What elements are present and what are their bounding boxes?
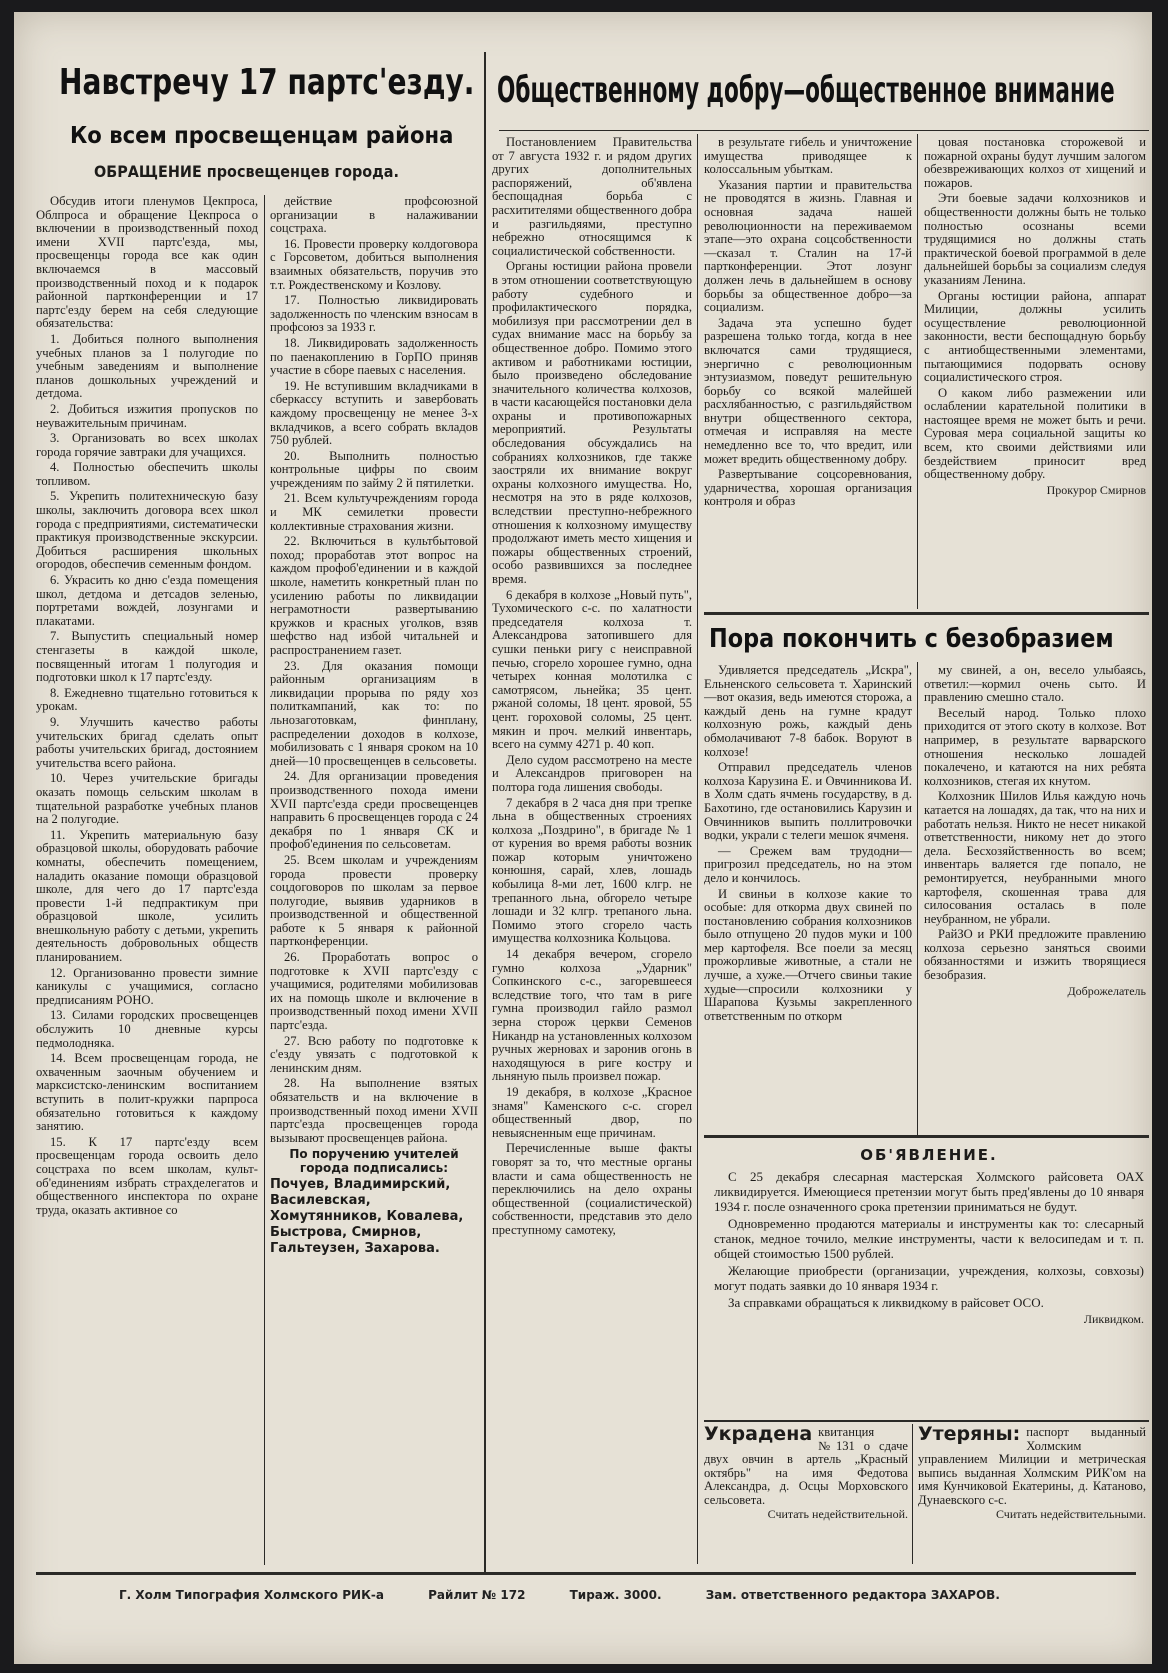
lost-notice-title: Утеряны: [918,1426,1021,1445]
appeal-paragraph: 9. Улучшить качество работы учительских бригад сделать опыт работы учительских бригад, достоянием учительства всего района. [36,714,258,770]
article-column-1 [492,136,692,1566]
feature-column-1 [704,664,912,1134]
feature-headline [709,624,1168,654]
feature-paragraph: Колхозник Шилов Илья каждую ночь катается на лошадях, да так, что на них и работать нельзя. Никто не несет никакой ответственности, никому нет до этого дела. Бесхозяйственность во всем; инвентарь валяется где попало, не ремонтируется, неубранными много картофеля, скошенная трава для силосования осталась в поле неубранном, не убрали. [924,789,1146,926]
appeal-paragraph: 7. Выпустить специальный номер стенгазеты в каждой школе, посвященный итогам 1 полугодия и подготовки школ к 17 партс'езду. [36,629,258,685]
appeal-paragraph: 11. Укрепить материальную базу образцовой школы, оборудовать рабочие комнаты, обеспечить помещением, наладить оказание помощи образцовой школе, для чего до 17 партс'езда провести 1-й педпрактикум при образцовой школе, усилить внешкольную работу с детьми, укрепить деятельность добровольных обществ планированием. [36,827,258,965]
announcement-paragraph: За справками обращаться к ликвидкому в райсовет ОСО. [728,1295,1044,1310]
appeal-paragraph: 5. Укрепить политехническую базу школы, заключить договора всех школ города с предприятиями, систематически практикуя производственные экскурсии. Добиться расширения школьных огородов, обеспечив семенным фондом. [36,489,258,572]
feature-headline-text: Пора покончить с безобразием [709,624,1114,654]
appeal-column-1 [36,195,258,1565]
left-subtitle [94,162,433,181]
article-paragraph: О каком либо размежении или ослаблении карательной политики в настоящее время не может быть и речи. Суровая мера социальной защиты ко всем, кто своими действиями или бездействием приносит вред общественному добру. [924,385,1146,482]
lost-notice-footnote: Считать недействительными. [995,1506,1146,1521]
section-divider [704,1135,1149,1138]
left-title-text: Ко всем просвещенцам района [70,123,454,149]
appeal-paragraph: 16. Провести проверку колдоговора с Горсоветом, добиться выполнения взаимных обязательств, поручив это т.т. Рождественскому и Козлову. [270,236,478,292]
appeal-paragraph: 6. Украсить ко дню с'езда помещения школ, детдома и детсадов зеленью, портретами вождей, лозунгами и плакатами. [36,573,258,628]
main-divider [484,52,486,1572]
appeal-paragraph: действие профсоюзной организации в налаживании соцстраха. [270,195,478,236]
article-paragraph: Перечисленные выше факты говорят за то, что местные органы власти и сама общественность не переключились на дело охраны общественной (социалистической) собственности, представив это дело преступному самотеку, [492,1141,692,1237]
imprint-raylit: Райлит № 172 [428,1588,526,1602]
newspaper-page [14,12,1152,1664]
section-divider [704,1420,1149,1422]
appeal-paragraph: 27. Всю работу по подготовке к с'езду увязать с подготовкой к ленинским дням. [270,1033,478,1075]
lost-notice [918,1426,1146,1566]
right-headline [497,70,1168,111]
signers-title: По поручению учителей города подписались: [289,1147,459,1176]
article-paragraph: Органы юстиции района провели в этом отношении соответствующую работу судебного и профилактического порядка, мобилизуя при рассмотрении дел в судах внимание масс на борьбу за общественное добро. Помимо этого активом и работниками юстиции, было произведено обследование значительного количества колхозов, в части касающейся постановки дела охраны и противопожарных мероприятий. Результаты обследования обсуждались на собраниях колхозников, где также заостряли их внимание вокруг охраны колхозного имущества. Но, несмотря на это в ряде колхозов, вследствии преступно-небрежного отношения к колхозному имуществу продолжают иметь место хищения и пожары общественных строений, особо развившихся за последнее время. [492,259,692,586]
announcement-title: ОБ'ЯВЛЕНИЕ. [860,1146,998,1164]
feature-paragraph: Веселый народ. Только плохо приходится от этого скоту в колхозе. Вот например, в результате варварского отношения несколько лошадей покалечено, и катаются на них ребята колхозников, стегая их кнутом. [924,705,1146,788]
announcement [714,1144,1144,1416]
article-paragraph: Задача эта успешно будет разрешена только тогда, когда в нее включатся сами трудящиеся, энергично с революционным энтузиазмом, поведут решительную борьбу со всякой малейшей расхлябанностью, с разгильдяйством внутри общественного сектора, отмечая и исправляя на месте немедленно все то, что вредит, или может вредить общественному добру. [704,315,912,466]
imprint-printer: Г. Холм Типография Холмского РИК-а [119,1588,384,1602]
column-divider [917,662,918,1135]
appeal-paragraph: 26. Проработать вопрос о подготовке к XVII партс'езду с учащимися, родителями мобилизовав их на помощь школе и включение в производственный поход имени XVII партс'езда. [270,950,478,1033]
article-paragraph: 7 декабря в 2 часа дня при трепке льна в общественных строениях колхоза „Поздрино", в бригаде № 1 от курения во время работы возник пожар которым уничтожено конюшня, сарай, хлев, лошадь кобылица 8-ми лет, 1600 клгр. не трепанного льна, обгорело четыре лошади и 32 клгр. трепаного льна. Помимо этого сгорело часть имущества колхозника Кольцова. [492,795,692,946]
section-divider [704,612,1149,615]
announcement-paragraph: С 25 декабря слесарная мастерская Холмского райсовета ОАХ ликвидируется. Имеющиеся претензии могут быть пред'явлены до 10 января 1934 г. после означенного срока претензии приниматься не будут. [714,1169,1144,1214]
column-divider [697,134,698,1564]
article-column-3 [924,136,1146,610]
lost-notice-text: паспорт выданный Холмским управлением Милиции и метрическая выпись выданная Холмским РИК'ом на имя Кунчиковой Екатерины, д. Катаново, Дунаевского с-с. [918,1426,1146,1507]
appeal-paragraph: 23. Для оказания помощи районным организациям в ликвидации прорыва по ряду хоз политкампаний, как то: по льнозаготовкам, финплану, распределении доходов в колхозе, мобилизовать с 1 января сроком на 10 дней—10 просвещенцев в сельсоветы. [270,658,478,768]
appeal-paragraph: 14. Всем просвещенцам города, не охваченным заочным обучением и марксистско-ленинским воспитанием вступить в полит-кружки парпроса обязательно готовиться к каждому занятию. [36,1051,258,1134]
right-headline-underline [499,130,1149,131]
prosecutor-signature: Прокурор Смирнов [1046,482,1146,497]
stolen-notice-title: Украдена [704,1426,813,1445]
announcement-paragraph: Одновременно продаются материалы и инструменты как то: слесарный станок, медное точило, мелкие инструменты, части к велосипедам и т. п. общей стоимостью 1500 рублей. [714,1216,1144,1261]
article-paragraph: Эти боевые задачи колхозников и общественности должны быть не только полностью осознаны всеми трудящимися но должны стать практической боевой программой в деле дальнейшей борьбы за социализм следуя указаниям Ленина. [924,191,1146,287]
article-paragraph: 14 декабря вечером, сгорело гумно колхоза „Ударник" Сопкинского с-с., загоревшееся вследствие того, что там в риге гумна производил гайло размол зерна сторож церкви Семенов Никандр на установленных колхозом ручных жерновах и заронив огонь в находящуюся в риге кострy и льняную пыль произвел пожар. [492,947,692,1084]
appeal-paragraph: 4. Полностью обеспечить школы топливом. [36,460,258,488]
stolen-notice-footnote: Считать недействительной. [767,1506,908,1521]
article-paragraph: Дело судом рассмотрено на месте и Александров приговорен на полтора года лишения свободы. [492,752,692,794]
imprint-circulation: Тираж. 3000. [569,1588,662,1602]
article-paragraph: Постановлением Правительства от 7 августа 1932 г. и рядом других других дополнительных распоряжений, об'явлена беспощадная борьба с расхитителями общественного добра и разгильдяями, преступно небрежно относящимся к социалистической собственности. [492,136,692,258]
announcement-signature: Ликвидком. [1083,1312,1144,1326]
signers-list: Почуев, Владимирский, Василевская, Хомутянников, Ковалева, Быстрова, Смирнов, Гальтеузен, Захарова. [270,1177,464,1257]
appeal-paragraph: 15. К 17 партс'езду всем просвещенцам города освоить дело соцстраха по всем школам, культ-об'единениям избрать страхделегатов и общественного инспектора по охране труда, оказать активное со [36,1134,258,1217]
appeal-paragraph: 8. Ежедневно тщательно готовиться к урокам. [36,685,258,714]
classifieds-divider [912,1424,913,1564]
appeal-column-2 [270,195,478,1565]
appeal-paragraph: 20. Выполнить полностью контрольные цифры по своим учреждениям по займу 2 й пятилетки. [270,448,478,490]
article-column-2 [704,136,912,610]
appeal-paragraph: 21. Всем культучреждениям города и МК семилетки провести коллективные страхования жизни. [270,491,478,533]
appeal-paragraph: 17. Полностью ликвидировать задолженность по членским взносам в профсоюз за 1933 г. [270,293,478,335]
article-paragraph: Органы юстиции района, аппарат Милиции, должны усилить осуществление революционной законности, вести беспощадную борьбу с антиобщественными элементами, пытающимися подорвать основу социалистического строя. [924,288,1146,385]
stolen-notice [704,1426,908,1566]
feature-paragraph: Удивляется председатель „Искра", Ельненского сельсовета т. Харинский—вот оказия, ведь имеются сторожа, а каждый день на гумне крадут колхозную рожь, каждый день обмолачивают 7-8 бабок. Воруют в колхозе! [704,664,912,759]
article-paragraph: в результате гибель и уничтожение имущества приводящее к колоссальным убыткам. [704,136,912,177]
appeal-paragraph: 24. Для организации проведения производственного похода имени XVII партс'езда среди просвещенцев направить 6 просвещенцев города с 24 декабря по 1 января СК и профоб'единения по сельсоветам. [270,769,478,852]
appeal-paragraph: 18. Ликвидировать задолженность по паенакоплению в ГорПО приняв участие в сборе паевых с населения. [270,335,478,378]
footer-rule [36,1572,1136,1575]
feature-paragraph: РайЗО и РКИ предложите правлению колхоза серьезно заняться своими обязанностями и изжить творящиеся безобразия. [924,927,1146,983]
stolen-notice-text: квитанция №131 о сдаче двух овчин в артель „Красный октябрь" на имя Федотова Александра, д. Осцы Морховского сельсовета. [704,1426,908,1507]
feature-paragraph: му свиней, а он, весело улыбаясь, ответил:—кормил очень сыто. И правлению смешно стало. [924,664,1146,705]
appeal-paragraph: 25. Всем школам и учреждениям города провести проверку соцдоговоров по школам за первое полугодие, выявив ударников в производственной и общественной работе к 5 января к районной партконференции. [270,852,478,949]
imprint-editor: Зам. ответственного редактора ЗАХАРОВ. [705,1588,1000,1602]
appeal-paragraph: 19. Не вступившим вкладчиками в сберкассу вступить и завербовать каждому просвещенцу не менее 3-х вкладчиков, а всего собрать вкладов 750 рублей. [270,378,478,448]
article-paragraph: 6 декабря в колхозе „Новый путь", Тухомического с-с. по халатности председателя колхоза т. Александрова затопившего для сушки пеньки ригу с неисправной печью, сгорело хорошее гумно, одна четырех конная молотилка с самотрясом, льнейка; 35 цент. ржаной соломы, 18 цент. яровой, 55 цент. гороховой соломы, 25 цент. мякин и проч. мелкий инвентарь, всего на сумму 4271 р. 40 коп. [492,587,692,752]
article-paragraph: Развертывание соцсоревнования, ударничества, хорошая организация контроля и образ [704,467,912,509]
column-divider [264,195,265,1565]
feature-paragraph: И свиньи в колхозе какие то особые: для откорма двух свиней по постановлению собрания колхозников было отпущено 20 пудов муки и 100 мер картофеля. Все поели за месяц прожорливые животные, а стали не лучше, а хуже.—Отчего свиньи такие худые—спросили колхозники у Шарапова Кузьмы закрепленного ответственным по откорм [704,886,912,1023]
right-headline-text: Общественному добру—общественное внимание [497,70,1115,111]
appeal-paragraph: Обсудив итоги пленумов Цекпроса, Облпроса и обращение Цекпроса о включении в производственный поход имени XVII партс'езда, мы, просвещенцы города все как один включаемся в массовый производственный поход и к подарок районной партконференции и 17 партс'езду берем на себя следующие обязательства: [36,195,258,331]
article-paragraph: Указания партии и правительства не проводятся в жизнь. Главная и основная задача нашей революционности на переживаемом этапе—это охрана соцсобственности—сказал т. Сталин на 17-й партконференции. Этот лозунг должен лечь в дальнейшем в основу борьбы за общественное добро—за социализм. [704,177,912,315]
feature-signature: Доброжелатель [1067,983,1146,998]
announcement-paragraph: Желающие приобрести (организации, учреждения, колхозы, совхозы) могут подать заявки до 10 января 1934 г. [714,1263,1144,1293]
appeal-paragraph: 13. Силами городских просвещенцев обслужить 10 дневные курсы педмолодняка. [36,1008,258,1050]
appeal-paragraph: 2. Добиться изжития пропусков по неуважительным причинам. [36,401,258,430]
appeal-paragraph: 12. Организованно провести зимние каникулы с учащимися, согласно предписаниям РОНО. [36,965,258,1007]
article-paragraph: 19 декабря, в колхозе „Красное знамя" Каменского с-с. сгорел общественный двор, по невыясненным еще причинам. [492,1084,692,1140]
appeal-paragraph: 10. Через учительские бригады оказать помощь сельским школам в тщательной разработке учебных планов на 2 полугодие. [36,771,258,827]
left-subtitle-text: ОБРАЩЕНИЕ просвещенцев города. [94,162,400,181]
appeal-paragraph: 1. Добиться полного выполнения учебных планов за 1 полугодие по учебным заведениям и выполнение планов дошкольных учреждений и детдома. [36,331,258,401]
left-headline-text: Навстречу 17 партс'езду. [59,62,475,103]
feature-paragraph: — Срежем вам трудодни—пригрозил председатель, но на этом дело и кончилось. [704,843,912,885]
appeal-paragraph: 3. Организовать во всех школах города горячие завтраки для учащихся. [36,431,258,459]
article-paragraph: цовая постановка сторожевой и пожарной охраны будут лучшим залогом обезвреживающих колхоз от хищений и пожаров. [924,136,1146,190]
feature-column-2 [924,664,1146,1134]
feature-paragraph: Отправил председатель членов колхоза Карузина Е. и Овчинникова И. в Холм сдать ячмень государству, в д. Бахотино, где остановились Карузин и Овчинников выпить поллитровочки водки, украли с телеги мешок ячменя. [704,760,912,843]
imprint [119,1588,1040,1602]
appeal-paragraph: 28. На выполнение взятых обязательств и на включение в производственный поход имени XVII партс'езда просвещенцев города вызывают просвещенцев района. [270,1076,478,1145]
appeal-paragraph: 22. Включиться в культбытовой поход; проработав этот вопрос на каждом профоб'единении и в каждой школе, наметить конкретный план по усилению работы по ликвидации неграмотности развертыванию кружков и красных уголков, взяв шефство над избой читальней и распространением газет. [270,534,478,657]
left-title [70,123,487,149]
column-divider [917,134,918,609]
